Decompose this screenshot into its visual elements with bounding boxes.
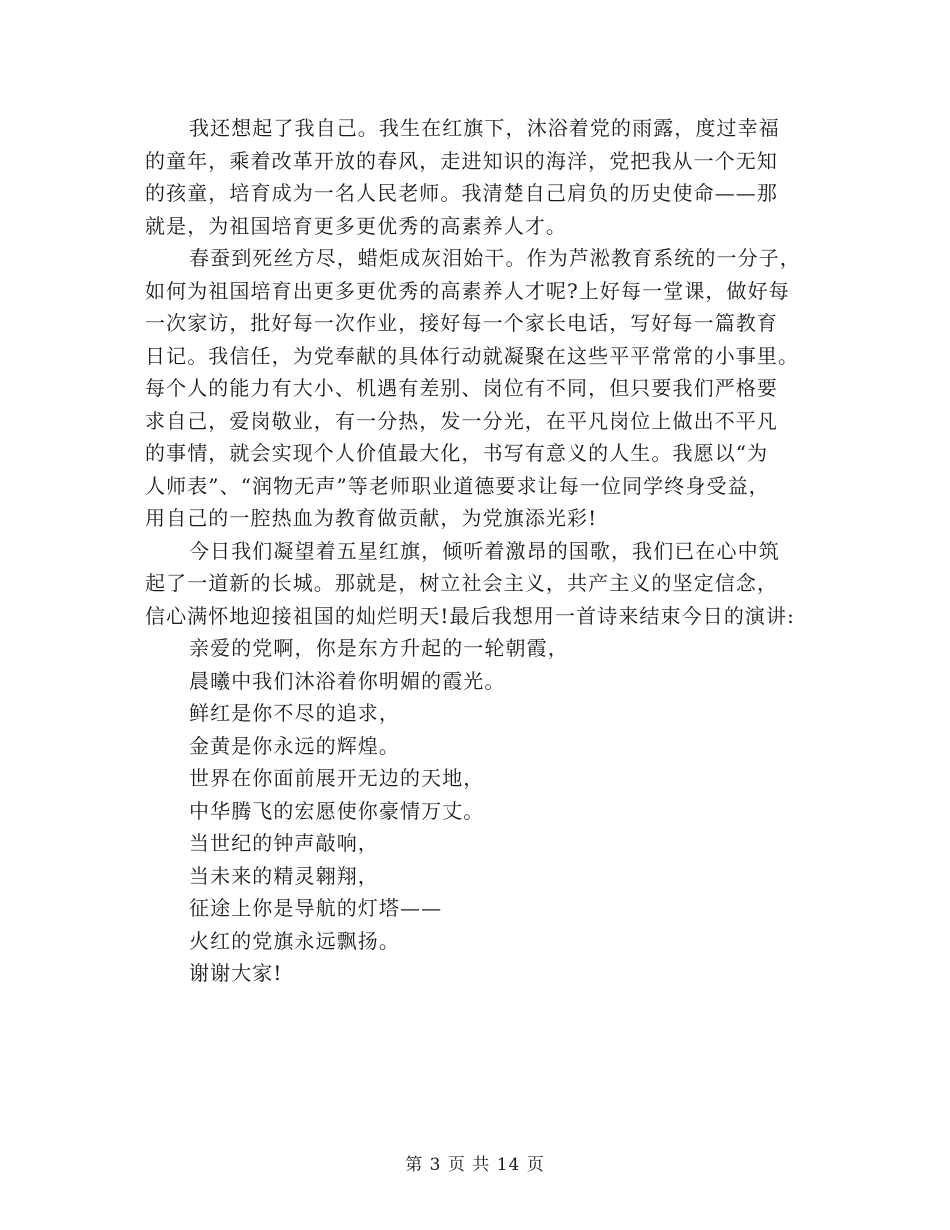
document-body xyxy=(145,112,810,990)
text-line: 火红的党旗永远飘扬。 xyxy=(189,928,400,953)
text-line: 用自己的一腔热血为教育做贡献，为党旗添光彩! xyxy=(145,506,598,530)
text-line: 世界在你面前展开无边的天地， xyxy=(189,766,485,790)
text-line: 我还想起了我自己。我生在红旗下，沐浴着党的雨露，度过幸福 xyxy=(189,116,780,140)
text-line: 人师表”、“润物无声”等老师职业道德要求让每一位同学终身受益， xyxy=(145,473,770,498)
page-number-footer: 第 3 页 共 14 页 xyxy=(405,1155,545,1175)
text-line: 如何为祖国培育出更多更优秀的高素养人才呢?上好每一堂课，做好每 xyxy=(145,278,790,303)
text-line: 的孩童，培育成为一名人民老师。我清楚自己肩负的历史使命——那 xyxy=(145,181,778,205)
text-line: 的童年，乘着改革开放的春风，走进知识的海洋，党把我从一个无知 xyxy=(145,148,778,173)
text-line: 春蚕到死丝方尽，蜡炬成灰泪始干。作为芦淞教育系统的一分子， xyxy=(189,246,801,270)
text-line: 晨曦中我们沐浴着你明媚的霞光。 xyxy=(189,668,506,693)
text-line: 信心满怀地迎接祖国的灿烂明天!最后我想用一首诗来结束今日的演讲: xyxy=(145,603,795,628)
text-line: 中华腾飞的宏愿使你豪情万丈。 xyxy=(189,798,485,823)
text-line: 起了一道新的长城。那就是，树立社会主义，共产主义的坚定信念， xyxy=(145,571,778,595)
text-line: 当世纪的钟声敲响， xyxy=(189,831,379,855)
text-line: 一次家访，批好每一次作业，接好每一个家长电话，写好每一篇教育 xyxy=(145,311,778,335)
text-line: 今日我们凝望着五星红旗，倾听着激昂的国歌，我们已在心中筑 xyxy=(189,538,780,563)
text-line: 求自己，爱岗敬业，有一分热，发一分光，在平凡岗位上做出不平凡 xyxy=(145,408,778,433)
text-line: 日记。我信任，为党奉献的具体行动就凝聚在这些平平常常的小事里。 xyxy=(145,343,800,368)
text-line: 的事情，就会实现个人价值最大化，书写有意义的人生。我愿以“为 xyxy=(145,441,769,465)
text-line: 金黄是你永远的辉煌。 xyxy=(189,733,400,758)
text-line: 就是，为祖国培育更多更优秀的高素养人才。 xyxy=(145,213,567,238)
text-line: 鲜红是你不尽的追求， xyxy=(189,701,400,725)
text-line: 谢谢大家! xyxy=(189,961,283,985)
text-line: 当未来的精灵翱翔， xyxy=(189,863,379,888)
text-line: 征途上你是导航的灯塔—— xyxy=(189,896,443,920)
text-line: 每个人的能力有大小、机遇有差别、岗位有不同，但只要我们严格要 xyxy=(145,376,778,400)
text-line: 亲爱的党啊，你是东方升起的一轮朝霞， xyxy=(189,636,569,660)
